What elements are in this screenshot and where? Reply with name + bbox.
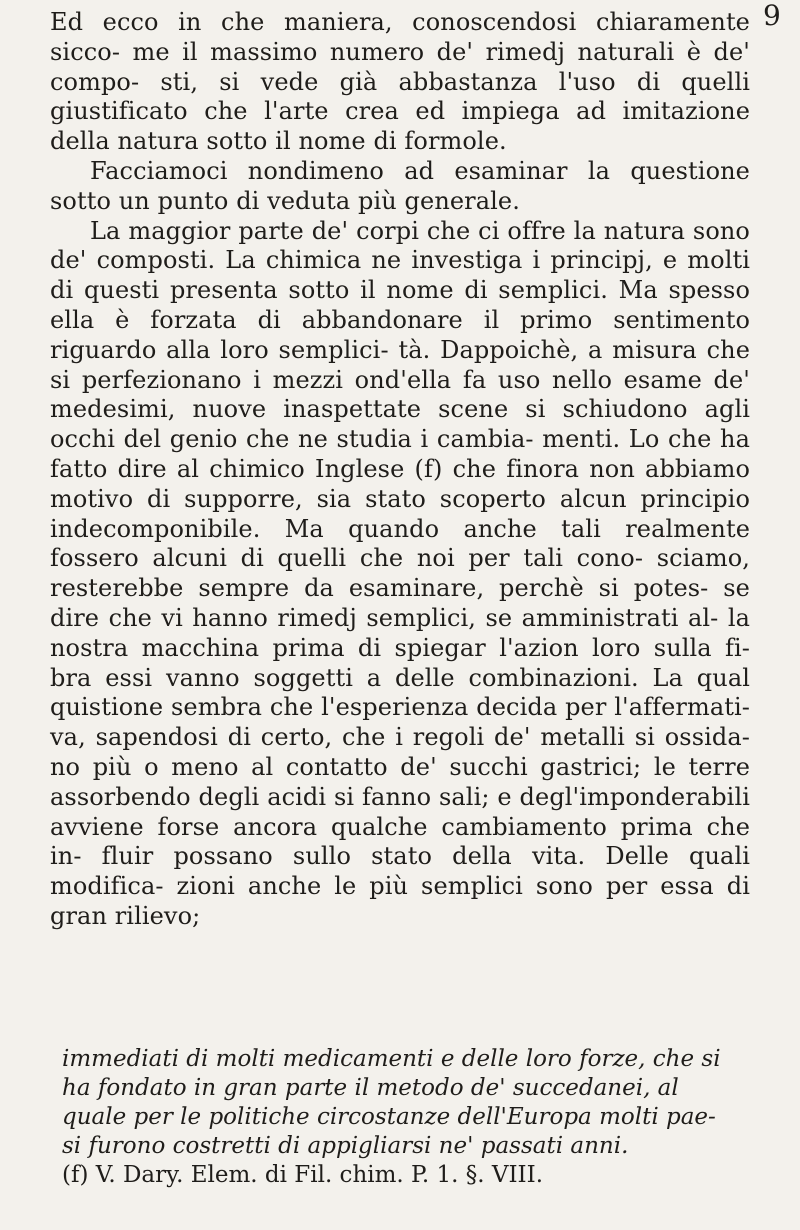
text-line: tà. Dappoichè, a misura che si perfezionano i mezzi ond'ella xyxy=(50,335,751,394)
footnotes xyxy=(62,1045,762,1190)
text-line: assorbendo degli acidi si fanno sali; e degl'imponderabili xyxy=(50,782,750,811)
text-line: un punto di veduta più generale. xyxy=(118,186,520,215)
page-number: 9 xyxy=(763,0,781,32)
text-line: fa uso nello esame de' medesimi, nuove inaspettate scene si xyxy=(50,365,751,424)
paragraph-1 xyxy=(50,8,750,157)
text-line: menti. Lo che ha fatto dire al chimico Inglese (f) che xyxy=(50,425,751,483)
text-line: finora non abbiamo motivo di supporre, sia stato scoperto xyxy=(50,454,750,513)
text-line: va, sapendosi di certo, che i regoli de' metalli si ossida- xyxy=(50,723,750,752)
text-line: realmente fossero alcuni di quelli che noi per tali cono- xyxy=(50,514,751,573)
main-text xyxy=(50,8,750,932)
text-line: quistione sembra che l'esperienza decida per l'affermati- xyxy=(50,693,750,722)
text-line: schiudono agli occhi del genio che ne studia i cambia- xyxy=(50,395,751,454)
paragraph-3 xyxy=(50,217,750,932)
text-line: La maggior parte de' corpi che ci offre la natura sono de' xyxy=(50,216,750,275)
text-line: l'arte crea ed impiega ad imitazione della natura sotto il xyxy=(50,97,750,156)
text-line: se dire che vi hanno rimedj semplici, se amministrati al- xyxy=(50,574,750,632)
paragraph-2 xyxy=(50,157,750,217)
text-line: zioni anche le più semplici sono per essa di gran rilievo; xyxy=(50,872,750,930)
footnote-line: ha fondato in gran parte il metodo de' succedanei, al xyxy=(62,1075,679,1101)
text-line: alcun principio indecomponibile. Ma quando anche tali xyxy=(50,484,751,543)
text-line: no più o meno al contatto de' succhi gastrici; le terre xyxy=(50,752,750,781)
text-line: bra essi vanno soggetti a delle combinazioni. La qual xyxy=(50,663,750,692)
text-line: fluir possano sullo stato della vita. Delle quali modifica- xyxy=(50,842,750,901)
text-line: presenta sotto il nome di semplici. Ma spesso ella è forzata di xyxy=(50,276,751,334)
footnote-line: quale per le politiche circostanze dell'Europa molti pae- xyxy=(62,1104,716,1130)
text-line: la nostra macchina prima di spiegar l'azion loro sulla fi- xyxy=(50,603,750,662)
footnote-line: immediati di molti medicamenti e delle loro forze, che si xyxy=(62,1046,721,1072)
text-line: abbandonare il primo sentimento riguardo alla loro semplici- xyxy=(50,305,751,364)
text-line: Ed ecco in che maniera, conoscendosi chiaramente sicco- xyxy=(50,8,750,66)
text-line: nome di formole. xyxy=(298,127,507,156)
text-line: avviene forse ancora qualche cambiamento prima che in- xyxy=(50,812,750,871)
text-line: sti, si vede già abbastanza l'uso di quelli giustificato che xyxy=(50,67,750,126)
footnote-line: si furono costretti di appigliarsi ne' passati anni. xyxy=(62,1133,629,1159)
text-line: sciamo, resterebbe sempre da esaminare, perchè si potes- xyxy=(50,544,750,603)
text-line: Facciamoci nondimeno ad esaminar la questione sotto xyxy=(50,156,750,215)
footnote-reference: (f) V. Dary. Elem. di Fil. chim. P. 1. §. VIII. xyxy=(62,1162,544,1188)
text-line: me il massimo numero de' rimedj naturali è de' compo- xyxy=(50,37,750,96)
text-line: composti. La chimica ne investiga i principj, e molti di questi xyxy=(50,246,750,305)
